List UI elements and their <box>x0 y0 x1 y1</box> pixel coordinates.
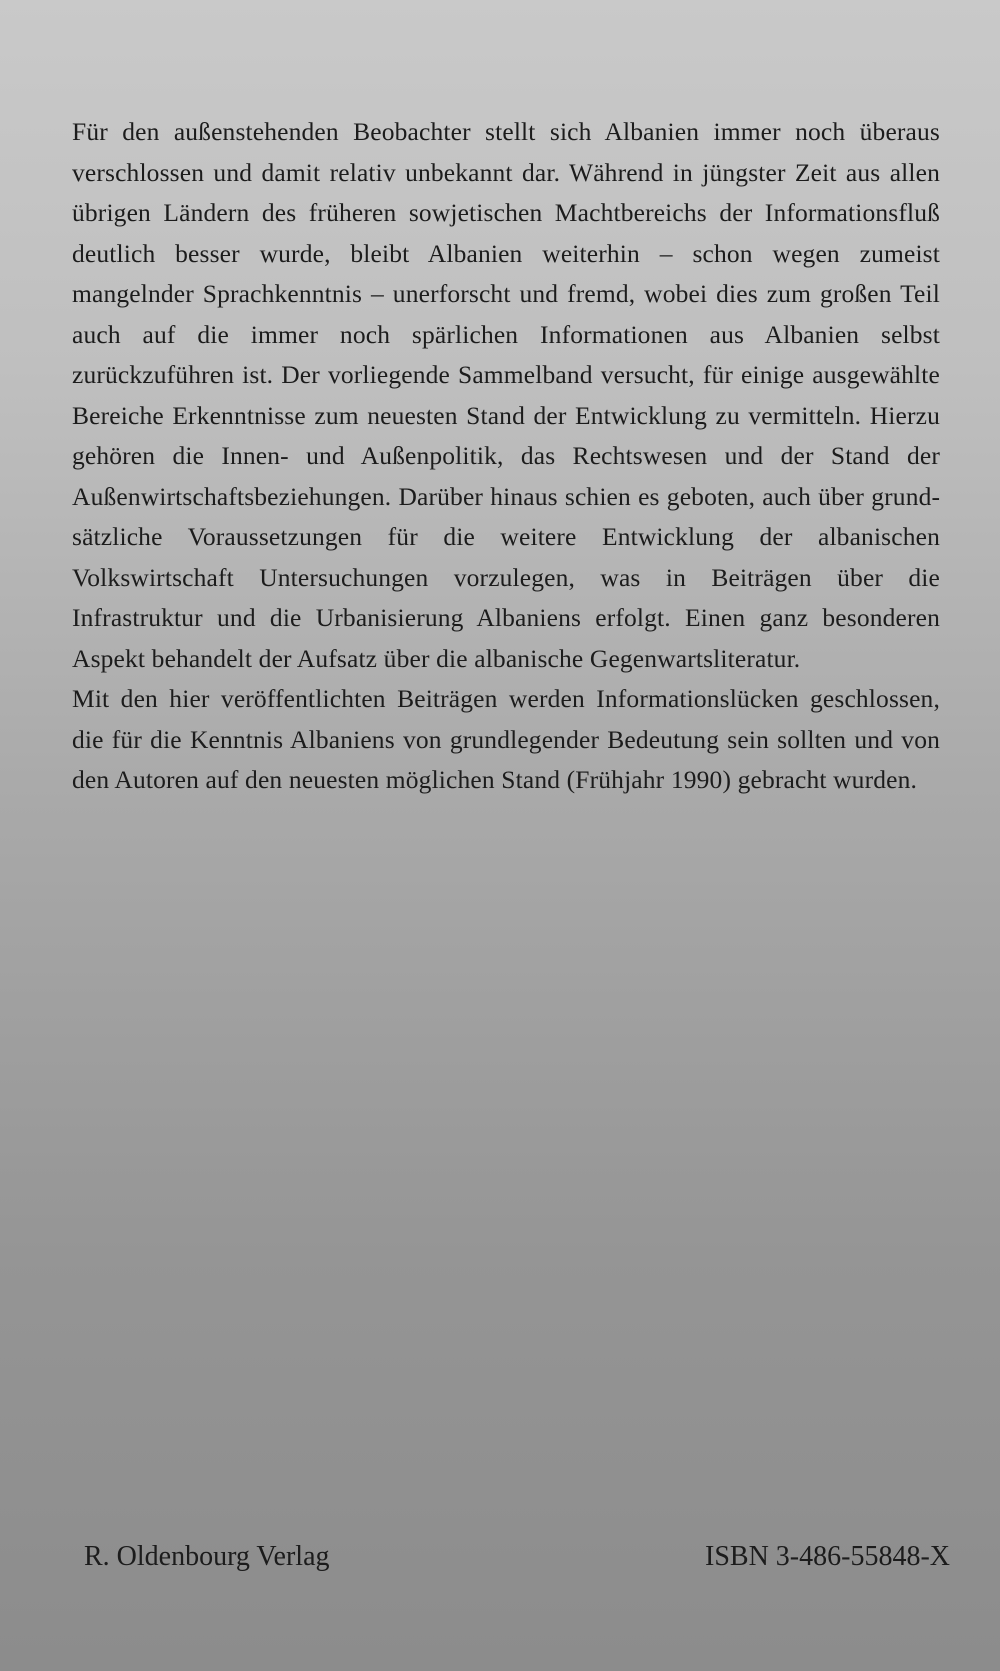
blurb-text <box>72 112 940 801</box>
cover-footer <box>84 1537 950 1577</box>
blurb-paragraph-1: Für den außenstehenden Beobachter stellt sich Albanien immer noch überaus verschlossen und damit relativ unbekannt dar. Während in jüngster Zeit aus allen übrigen Ländern des früheren sowjetischen Machtbereichs der Informationsfluß deutlich besser wurde, bleibt Albanien weiterhin – schon wegen zumeist mangelnder Sprachkenntnis – unerforscht und fremd, wobei dies zum großen Teil auch auf die immer noch spärlichen Informationen aus Albanien selbst zurückzuführen ist. Der vorliegende Sammelband versucht, für einige ausgewählte Bereiche Erkenntnisse zum neuesten Stand der Entwicklung zu vermitteln. Hierzu gehören die Innen- und Außenpolitik, das Rechtswesen und der Stand der Außenwirtschaftsbeziehungen. Darüber hinaus schien es geboten, auch über grundsätzliche Voraussetzungen für die weitere Entwicklung der albanischen Volkswirtschaft Untersuchungen vorzulegen, was in Beiträgen über die Infrastruktur und die Urbanisierung Albaniens erfolgt. Einen ganz besonderen Aspekt behandelt der Aufsatz über die albanische Gegenwartsliteratur. <box>72 117 940 673</box>
isbn-number: ISBN 3-486-55848-X <box>705 1541 950 1572</box>
blurb-paragraph-2: Mit den hier veröffentlichten Beiträgen werden Informationslücken geschlossen, die für die Kenntnis Albaniens von grundlegender Bedeutung sein sollten und von den Autoren auf den neuesten möglichen Stand (Frühjahr 1990) gebracht wurden. <box>72 684 940 794</box>
publisher-name: R. Oldenbourg Verlag <box>84 1541 330 1572</box>
